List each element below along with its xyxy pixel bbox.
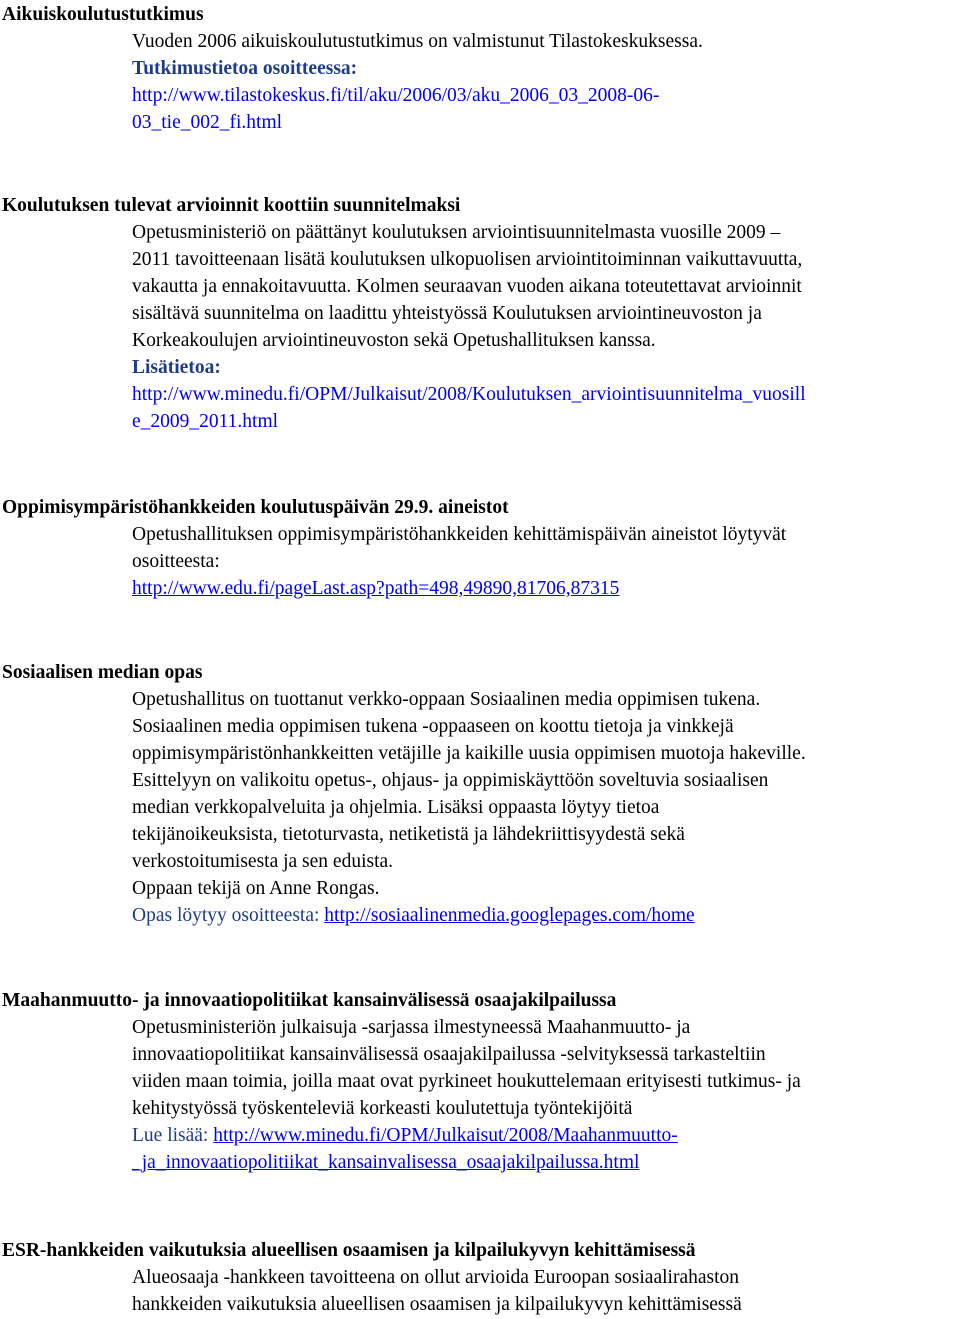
body-line: Opetushallituksen oppimisympäristöhankkeiden kehittämispäivän aineistot löytyvät (132, 524, 787, 545)
link-line[interactable]: http://www.tilastokeskus.fi/til/aku/2006/03/aku_2006_03_2008-06- (132, 85, 660, 106)
section-body (132, 1264, 958, 1318)
link-line[interactable]: _ja_innovaatiopolitiikat_kansainvalisessa_osaajakilpailussa.html (132, 1152, 640, 1173)
link-row (132, 902, 958, 929)
link-line[interactable]: 03_tie_002_fi.html (132, 112, 283, 133)
section-esr-hankkeet (2, 1237, 958, 1318)
body-line: Sosiaalinen media oppimisen tukena -oppaaseen on koottu tietoja ja vinkkejä (132, 716, 734, 737)
link-line[interactable]: http://sosiaalinenmedia.googlepages.com/home (324, 905, 695, 926)
body-line: Opetushallitus on tuottanut verkko-oppaan Sosiaalinen media oppimisen tukena. (132, 689, 761, 710)
section-heading: ESR-hankkeiden vaikutuksia alueellisen osaamisen ja kilpailukyvyn kehittämisessä (2, 1240, 696, 1261)
body-line: sisältävä suunnitelma on laadittu yhteistyössä Koulutuksen arviointineuvoston ja (132, 303, 762, 324)
body-line: Opetusministeriö on päättänyt koulutuksen arviointisuunnitelmasta vuosille 2009 – (132, 222, 781, 243)
link-prefix: Lue lisää: (132, 1125, 214, 1146)
body-line: viiden maan toimia, joilla maat ovat pyrkineet houkuttelemaan erityisesti tutkimus- ja (132, 1071, 801, 1092)
body-line: Opetusministeriön julkaisuja -sarjassa ilmestyneessä Maahanmuutto- ja (132, 1017, 691, 1038)
link-line[interactable]: http://www.edu.fi/pageLast.asp?path=498,49890,81706,87315 (132, 578, 620, 599)
body-line: Esittelyyn on valikoitu opetus-, ohjaus- ja oppimiskäyttöön soveltuvia sosiaalisen (132, 770, 769, 791)
body-line: innovaatiopolitiikat kansainvälisessä osaajakilpailussa -selvityksessä tarkasteltiin (132, 1044, 766, 1065)
body-line: Oppaan tekijä on Anne Rongas. (132, 878, 380, 899)
info-label: Tutkimustietoa osoitteessa: (132, 58, 358, 79)
body-line: tekijänoikeuksista, tietoturvasta, netiketistä ja lähdekriittisyydestä sekä (132, 824, 685, 845)
body-line: verkostoitumisesta ja sen eduista. (132, 851, 394, 872)
section-heading: Koulutuksen tulevat arvioinnit koottiin suunnitelmaksi (2, 195, 461, 216)
body-line: kehitystyössä työskenteleviä korkeasti koulutettuja työntekijöitä (132, 1098, 633, 1119)
body-line: oppimisympäristönhankkeitten vetäjille ja kaikille uusia oppimisen muotoja hakeville. (132, 743, 806, 764)
link-prefix: Opas löytyy osoitteesta: (132, 905, 325, 926)
body-line: Alueosaaja -hankkeen tavoitteena on ollut arvioida Euroopan sosiaalirahaston (132, 1267, 740, 1288)
section-sosiaalinen-media (2, 659, 958, 929)
section-arviointisuunnitelma (2, 192, 958, 435)
section-oppimisymparisto (2, 494, 958, 602)
section-heading: Oppimisympäristöhankkeiden koulutuspäivän 29.9. aineistot (2, 497, 509, 518)
section-maahanmuutto (2, 987, 958, 1176)
section-body (132, 28, 958, 136)
link-line[interactable]: e_2009_2011.html (132, 411, 279, 432)
body-line: median verkkopalveluita ja ohjelmia. Lisäksi oppaasta löytyy tietoa (132, 797, 660, 818)
section-body (132, 521, 958, 602)
section-body (132, 686, 958, 929)
body-line: hankkeiden vaikutuksia alueellisen osaamisen ja kilpailukyvyn kehittämisessä (132, 1294, 742, 1315)
section-body (132, 219, 958, 435)
section-heading: Sosiaalisen median opas (2, 662, 203, 683)
section-aikuiskoulutustutkimus (2, 1, 958, 136)
info-label: Lisätietoa: (132, 357, 221, 378)
body-line: vakautta ja ennakoitavuutta. Kolmen seuraavan vuoden aikana toteutettavat arvioinnit (132, 276, 802, 297)
link-line[interactable]: http://www.minedu.fi/OPM/Julkaisut/2008/Maahanmuutto- (213, 1125, 678, 1146)
body-line: 2011 tavoitteenaan lisätä koulutuksen ulkopuolisen arviointitoiminnan vaikuttavuutta, (132, 249, 803, 270)
section-heading: Aikuiskoulutustutkimus (2, 4, 204, 25)
body-line: Korkeakoulujen arviointineuvoston sekä Opetushallituksen kanssa. (132, 330, 656, 351)
section-heading: Maahanmuutto- ja innovaatiopolitiikat kansainvälisessä osaajakilpailussa (2, 990, 617, 1011)
link-row (132, 1122, 958, 1149)
section-body (132, 1014, 958, 1176)
link-line[interactable]: http://www.minedu.fi/OPM/Julkaisut/2008/Koulutuksen_arviointisuunnitelma_vuosill (132, 384, 806, 405)
body-line: osoitteesta: (132, 551, 220, 572)
body-line: Vuoden 2006 aikuiskoulutustutkimus on valmistunut Tilastokeskuksessa. (132, 31, 703, 52)
